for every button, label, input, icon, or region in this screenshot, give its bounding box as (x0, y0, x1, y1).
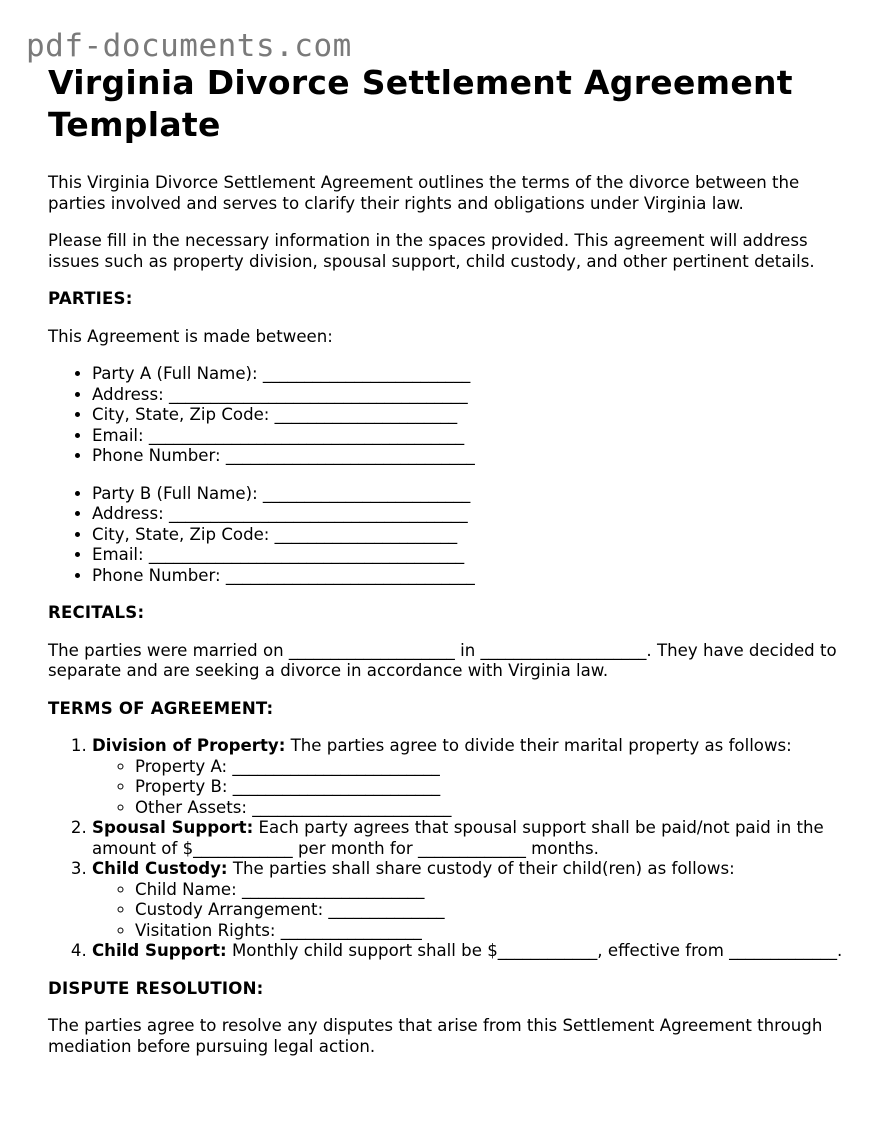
recitals-heading: RECITALS: (48, 603, 145, 622)
party-b-address-field: • Address: ____________________________________ (92, 504, 848, 525)
intro-paragraph-2: Please fill in the necessary information in the spaces provided. This agreement will address issues such as property division, spousal support, child custody, and other pertinent details. (48, 231, 815, 271)
term-label: Division of Property: (92, 736, 286, 755)
term-text: The parties agree to divide their marital property as follows: (285, 736, 792, 755)
visitation-rights-field: ◦ Visitation Rights: _________________ (135, 921, 848, 942)
document-page (48, 62, 848, 1057)
term-child-support (92, 941, 848, 962)
term-text: Each party agrees that spousal support shall be paid/not paid in the amount of $____________ per month for _____________ months. (92, 818, 824, 858)
party-b-city-field: • City, State, Zip Code: ______________________ (92, 525, 848, 546)
term-division-of-property (92, 736, 848, 818)
terms-heading: TERMS OF AGREEMENT: (48, 698, 274, 718)
party-b-phone-field: • Phone Number: ______________________________ (92, 566, 848, 587)
party-a-address-field: • Address: ____________________________________ (92, 385, 848, 406)
watermark-logo: pdf-documents.com (26, 28, 352, 64)
term-text: The parties shall share custody of their child(ren) as follows: (227, 859, 735, 878)
other-assets-field: ◦ Other Assets: ________________________ (135, 798, 848, 819)
party-a-name-field: • Party A (Full Name): _________________________ (92, 364, 848, 385)
custody-sublist (92, 880, 848, 942)
property-sublist (92, 757, 848, 819)
recitals-text: The parties were married on ____________________ in ____________________. They have decided to separate and are seeking a divorce in accordance with Virginia law. (48, 640, 837, 680)
term-child-custody (92, 859, 848, 941)
party-a-city-field: • City, State, Zip Code: ______________________ (92, 405, 848, 426)
party-a-fields (48, 364, 848, 467)
property-b-field: ◦ Property B: _________________________ (135, 777, 848, 798)
child-name-field: ◦ Child Name: ______________________ (135, 880, 848, 901)
custody-arrangement-field: ◦ Custody Arrangement: ______________ (135, 900, 848, 921)
term-label: Spousal Support: (92, 818, 254, 837)
term-label: Child Support: (92, 941, 227, 960)
parties-lead: This Agreement is made between: (48, 326, 333, 346)
party-b-email-field: • Email: ______________________________________ (92, 545, 848, 566)
term-text: Monthly child support shall be $____________, effective from _____________. (226, 941, 843, 960)
document-title: Virginia Divorce Settlement Agreement Template (48, 63, 793, 144)
term-spousal-support (92, 818, 848, 859)
parties-heading: PARTIES: (48, 289, 133, 308)
party-b-name-field: • Party B (Full Name): _________________________ (92, 484, 848, 505)
dispute-heading: DISPUTE RESOLUTION: (48, 978, 264, 998)
dispute-text: The parties agree to resolve any disputes that arise from this Settlement Agreement through mediation before pursuing legal action. (48, 1016, 823, 1056)
property-a-field: ◦ Property A: _________________________ (135, 757, 848, 778)
terms-list (48, 736, 848, 962)
intro-paragraph-1: This Virginia Divorce Settlement Agreement outlines the terms of the divorce between the parties involved and serves to clarify their rights and obligations under Virginia law. (48, 173, 800, 213)
party-b-fields (48, 484, 848, 587)
party-a-email-field: • Email: ______________________________________ (92, 426, 848, 447)
party-a-phone-field: • Phone Number: ______________________________ (92, 446, 848, 467)
term-label: Child Custody: (92, 859, 228, 878)
